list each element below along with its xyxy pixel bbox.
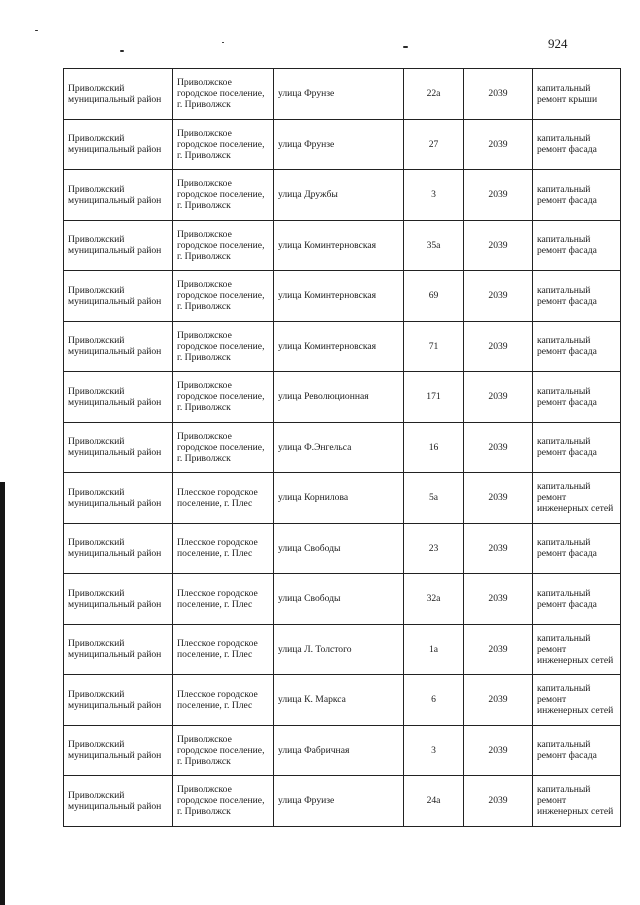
street-cell: улица Коминтерновская bbox=[274, 321, 404, 372]
settlement-cell: Плесское городское поселение, г. Плес bbox=[173, 574, 274, 625]
work-type-cell: капитальный ремонт фасада bbox=[533, 119, 621, 170]
table-row bbox=[64, 372, 621, 423]
street-cell: улица Фруизе bbox=[274, 776, 404, 827]
year-cell: 2039 bbox=[464, 372, 533, 423]
street-cell: улица Свободы bbox=[274, 523, 404, 574]
scan-edge-bar bbox=[0, 482, 5, 905]
work-type-cell: капитальный ремонт фасада bbox=[533, 372, 621, 423]
table-row bbox=[64, 523, 621, 574]
district-cell: Приволжский муниципальный район bbox=[64, 574, 173, 625]
year-cell: 2039 bbox=[464, 776, 533, 827]
table-row bbox=[64, 321, 621, 372]
district-cell: Приволжский муниципальный район bbox=[64, 69, 173, 120]
district-cell: Приволжский муниципальный район bbox=[64, 523, 173, 574]
work-type-cell: капитальный ремонт инженерных сетей bbox=[533, 624, 621, 675]
work-type-cell: капитальный ремонт фасада bbox=[533, 422, 621, 473]
work-type-cell: капитальный ремонт инженерных сетей bbox=[533, 473, 621, 524]
table-row bbox=[64, 574, 621, 625]
house-number-cell: 171 bbox=[404, 372, 464, 423]
district-cell: Приволжский муниципальный район bbox=[64, 675, 173, 726]
table-row bbox=[64, 624, 621, 675]
district-cell: Приволжский муниципальный район bbox=[64, 725, 173, 776]
street-cell: улица Революционная bbox=[274, 372, 404, 423]
table-body bbox=[64, 69, 621, 827]
street-cell: улица К. Маркса bbox=[274, 675, 404, 726]
settlement-cell: Плесское городское поселение, г. Плес bbox=[173, 523, 274, 574]
settlement-cell: Приволжское городское поселение, г. Приволжск bbox=[173, 321, 274, 372]
scan-speck bbox=[35, 30, 38, 31]
house-number-cell: 6 bbox=[404, 675, 464, 726]
house-number-cell: 23 bbox=[404, 523, 464, 574]
settlement-cell: Приволжское городское поселение, г. Приволжск bbox=[173, 776, 274, 827]
street-cell: улица Корнилова bbox=[274, 473, 404, 524]
work-type-cell: капитальный ремонт инженерных сетей bbox=[533, 776, 621, 827]
settlement-cell: Приволжское городское поселение, г. Приволжск bbox=[173, 271, 274, 322]
year-cell: 2039 bbox=[464, 624, 533, 675]
year-cell: 2039 bbox=[464, 523, 533, 574]
house-number-cell: 27 bbox=[404, 119, 464, 170]
district-cell: Приволжский муниципальный район bbox=[64, 119, 173, 170]
street-cell: улица Свободы bbox=[274, 574, 404, 625]
district-cell: Приволжский муниципальный район bbox=[64, 220, 173, 271]
house-number-cell: 32а bbox=[404, 574, 464, 625]
year-cell: 2039 bbox=[464, 271, 533, 322]
table-row bbox=[64, 119, 621, 170]
table-row bbox=[64, 170, 621, 221]
year-cell: 2039 bbox=[464, 69, 533, 120]
work-type-cell: капитальный ремонт фасада bbox=[533, 271, 621, 322]
scan-speck bbox=[222, 42, 224, 43]
table-row bbox=[64, 422, 621, 473]
year-cell: 2039 bbox=[464, 473, 533, 524]
house-number-cell: 24а bbox=[404, 776, 464, 827]
street-cell: улица Дружбы bbox=[274, 170, 404, 221]
scan-speck bbox=[120, 50, 124, 52]
settlement-cell: Приволжское городское поселение, г. Приволжск bbox=[173, 69, 274, 120]
street-cell: улица Фабричная bbox=[274, 725, 404, 776]
repair-schedule-table bbox=[63, 68, 621, 827]
year-cell: 2039 bbox=[464, 574, 533, 625]
work-type-cell: капитальный ремонт фасада bbox=[533, 170, 621, 221]
settlement-cell: Плесское городское поселение, г. Плес bbox=[173, 675, 274, 726]
table-row bbox=[64, 220, 621, 271]
table-row bbox=[64, 271, 621, 322]
house-number-cell: 69 bbox=[404, 271, 464, 322]
street-cell: улица Фрунзе bbox=[274, 119, 404, 170]
table-row bbox=[64, 725, 621, 776]
street-cell: улица Л. Толстого bbox=[274, 624, 404, 675]
street-cell: улица Фрунзе bbox=[274, 69, 404, 120]
district-cell: Приволжский муниципальный район bbox=[64, 473, 173, 524]
year-cell: 2039 bbox=[464, 422, 533, 473]
house-number-cell: 35а bbox=[404, 220, 464, 271]
house-number-cell: 3 bbox=[404, 725, 464, 776]
street-cell: улица Ф.Энгельса bbox=[274, 422, 404, 473]
house-number-cell: 3 bbox=[404, 170, 464, 221]
settlement-cell: Приволжское городское поселение, г. Приволжск bbox=[173, 422, 274, 473]
year-cell: 2039 bbox=[464, 170, 533, 221]
work-type-cell: капитальный ремонт крыши bbox=[533, 69, 621, 120]
settlement-cell: Приволжское городское поселение, г. Приволжск bbox=[173, 170, 274, 221]
settlement-cell: Плесское городское поселение, г. Плес bbox=[173, 624, 274, 675]
street-cell: улица Коминтерновская bbox=[274, 220, 404, 271]
house-number-cell: 71 bbox=[404, 321, 464, 372]
street-cell: улица Коминтерновская bbox=[274, 271, 404, 322]
year-cell: 2039 bbox=[464, 119, 533, 170]
settlement-cell: Приволжское городское поселение, г. Приволжск bbox=[173, 725, 274, 776]
table-row bbox=[64, 69, 621, 120]
settlement-cell: Приволжское городское поселение, г. Приволжск bbox=[173, 119, 274, 170]
district-cell: Приволжский муниципальный район bbox=[64, 271, 173, 322]
year-cell: 2039 bbox=[464, 220, 533, 271]
table-row bbox=[64, 473, 621, 524]
work-type-cell: капитальный ремонт фасада bbox=[533, 725, 621, 776]
settlement-cell: Плесское городское поселение, г. Плес bbox=[173, 473, 274, 524]
work-type-cell: капитальный ремонт фасада bbox=[533, 574, 621, 625]
district-cell: Приволжский муниципальный район bbox=[64, 776, 173, 827]
settlement-cell: Приволжское городское поселение, г. Приволжск bbox=[173, 220, 274, 271]
year-cell: 2039 bbox=[464, 675, 533, 726]
house-number-cell: 1а bbox=[404, 624, 464, 675]
table-row bbox=[64, 675, 621, 726]
scan-speck bbox=[403, 46, 408, 48]
district-cell: Приволжский муниципальный район bbox=[64, 422, 173, 473]
district-cell: Приволжский муниципальный район bbox=[64, 321, 173, 372]
district-cell: Приволжский муниципальный район bbox=[64, 624, 173, 675]
house-number-cell: 22а bbox=[404, 69, 464, 120]
page-number: 924 bbox=[548, 36, 568, 51]
district-cell: Приволжский муниципальный район bbox=[64, 372, 173, 423]
work-type-cell: капитальный ремонт инженерных сетей bbox=[533, 675, 621, 726]
year-cell: 2039 bbox=[464, 725, 533, 776]
work-type-cell: капитальный ремонт фасада bbox=[533, 321, 621, 372]
district-cell: Приволжский муниципальный район bbox=[64, 170, 173, 221]
year-cell: 2039 bbox=[464, 321, 533, 372]
work-type-cell: капитальный ремонт фасада bbox=[533, 220, 621, 271]
settlement-cell: Приволжское городское поселение, г. Приволжск bbox=[173, 372, 274, 423]
table-row bbox=[64, 776, 621, 827]
work-type-cell: капитальный ремонт фасада bbox=[533, 523, 621, 574]
house-number-cell: 5а bbox=[404, 473, 464, 524]
house-number-cell: 16 bbox=[404, 422, 464, 473]
